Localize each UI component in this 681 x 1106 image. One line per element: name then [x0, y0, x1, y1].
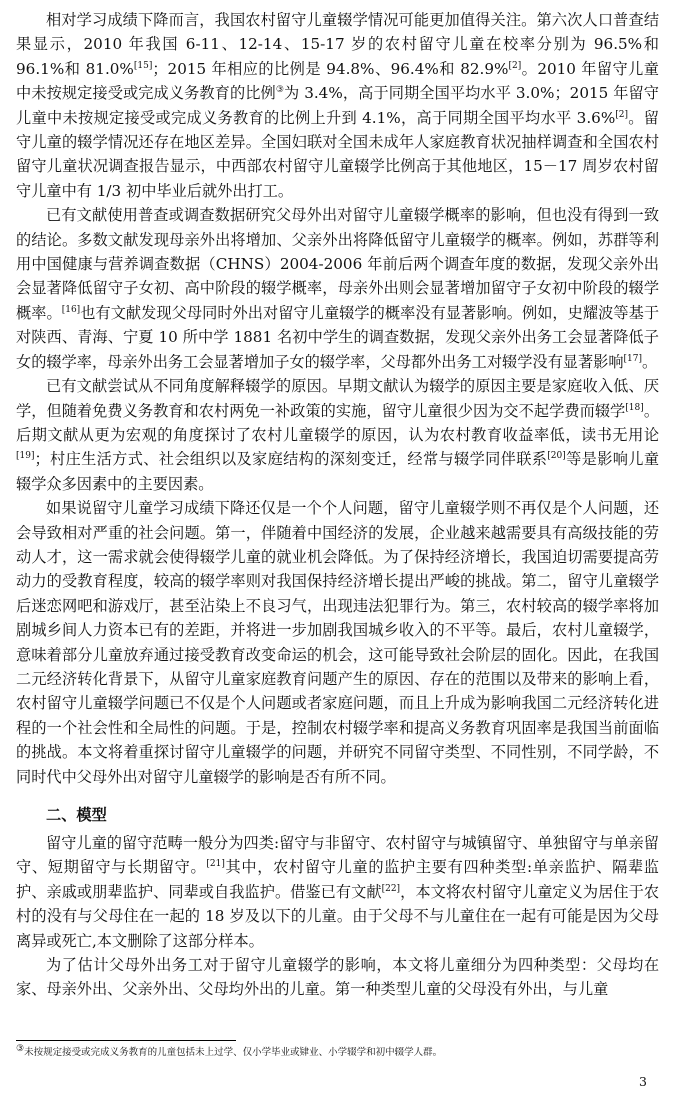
- paragraph-text: 为了估计父母外出务工对于留守儿童辍学的影响，本文将儿童细分为四种类型：父母均在家、母亲外出、父亲外出、父母均外出的儿童。第一种类型儿童的父母没有外出，与儿童: [16, 956, 659, 999]
- citation-ref: [18]: [625, 402, 644, 413]
- paragraph-text: ；2015 年相应的比例是 94.8%、96.4%和 82.9%: [152, 59, 509, 78]
- citation-ref: [2]: [615, 109, 628, 120]
- paragraph-text: 已有文献使用普查或调查数据研究父母外出对留守儿童辍学概率的影响，但也没有得到一致的结论。多数文献发现母亲外出将增加、父亲外出将降低留守儿童辍学的概率。例如，苏群等利用中国健康与营养调查数据（CHNS）2004-2006 年前后两个调查年度的数据，发现父亲外出会显著降低留守子女初、高中阶段的辍学概率，母亲外出则会显著增加留守子女初中阶段的辍学概率。: [16, 206, 659, 322]
- paragraph: [16, 8, 659, 203]
- section-heading: 二、模型: [46, 806, 107, 824]
- paragraph: [16, 496, 659, 789]
- footnote-text: 未按规定接受或完成义务教育的儿童包括未上过学、仅小学毕业或肄业、小学辍学和初中辍学人群。: [24, 1047, 443, 1058]
- paragraph-text: 等是影响儿童辍学众多因素中的主要因素。: [16, 450, 660, 493]
- footnote-marker: ③: [16, 1043, 25, 1054]
- body-text: [16, 8, 659, 789]
- paragraph-text: ；村庄生活方式、社会组织以及家庭结构的深刻变迁，经常与辍学同伴联系: [34, 450, 548, 469]
- paragraph-text: 为 3.4%，高于同期全国平均水平 3.0%；2015 年留守儿童中未按规定接受或完成义务教育的比例上升到 4.1%，高于同期全国平均水平 3.6%: [16, 84, 659, 127]
- citation-ref: [19]: [16, 451, 35, 462]
- paragraph-text: 。: [641, 352, 658, 371]
- section-text: [16, 831, 659, 1002]
- paragraph: [16, 203, 659, 374]
- paragraph-text: 也有文献发现父母同时外出对留守儿童辍学的概率没有显著影响。例如，史耀波等基于对陕西、青海、宁夏 10 所中学 1881 名初中学生的调查数据，发现父亲外出务工会显著降低子女的辍学率，母亲外出务工会显著增加子女的辍学率，父母都外出务工对辍学没有显著影响: [16, 303, 660, 371]
- paragraph-text: 留守儿童的留守范畴一般分为四类:留守与非留守、农村留守与城镇留守、单独留守与单亲留守、短期留守与长期留守。: [16, 834, 659, 877]
- citation-ref: [22]: [381, 883, 401, 894]
- citation-ref: [15]: [133, 60, 153, 71]
- page-number: 3: [639, 1074, 647, 1089]
- paragraph-text: 。后期文献从更为宏观的角度探讨了农村儿童辍学的原因，认为农村教育收益率低，读书无用论: [16, 401, 660, 444]
- citation-ref: ③: [275, 85, 284, 96]
- paragraph: [16, 953, 659, 1002]
- paragraph-text: 。留守儿童的辍学情况还存在地区差异。全国妇联对全国未成年人家庭教育状况抽样调查和全国农村留守儿童状况调查报告显示，中西部农村留守儿童辍学比例高于其他地区，15－17 周岁农村留守儿童中有 1/3 初中毕业后就外出打工。: [16, 108, 659, 200]
- paragraph-text: 已有文献尝试从不同角度解释辍学的原因。早期文献认为辍学的原因主要是家庭收入低、厌学，但随着免费义务教育和农村两免一补政策的实施，留守儿童很少因为交不起学费而辍学: [16, 377, 659, 420]
- paragraph-text: 相对学习成绩下降而言，我国农村留守儿童辍学情况可能更加值得关注。第六次人口普查结果显示，2010 年我国 6-11、12-14、15-17 岁的农村留守儿童在校率分别为 96.5%和 96.1%和 81.0%: [16, 11, 659, 78]
- paragraph-text: 其中，农村留守儿童的监护主要有四种类型:单亲监护、隔辈监护、亲戚或朋辈监护、同辈或自我监护。借鉴已有文献: [16, 858, 659, 901]
- paragraph-text: ，本文将农村留守儿童定义为居住于农村的没有与父母住在一起的 18 岁及以下的儿童。由于父母不与儿童住在一起有可能是因为父母离异或死亡,本文删除了这部分样本。: [16, 882, 660, 950]
- citation-ref: [21]: [206, 859, 225, 870]
- paragraph: [16, 374, 659, 496]
- citation-ref: [20]: [547, 451, 566, 462]
- citation-ref: [17]: [623, 353, 642, 364]
- citation-ref: [16]: [61, 304, 81, 315]
- footnote-divider: [16, 1040, 236, 1041]
- paragraph-text: 如果说留守儿童学习成绩下降还仅是一个个人问题，留守儿童辍学则不再仅是个人问题，还会导致相对严重的社会问题。第一，伴随着中国经济的发展，企业越来越需要具有高级技能的劳动人才，这一需求就会使得辍学儿童的就业机会降低。为了保持经济增长，我国迫切需要提高劳动力的受教育程度，较高的辍学率则对我国保持经济增长提出严峻的挑战。第二，留守儿童辍学后迷恋网吧和游戏厅，甚至沾染上不良习气，出现违法犯罪行为。第三，农村较高的辍学率将加剧城乡间人力资本已有的差距，并将进一步加剧我国城乡收入的不平等。最后，农村儿童辍学，意味着部分儿童放弃通过接受教育改变命运的机会，这可能导致社会阶层的固化。因此，在我国二元经济转化背景下，从留守儿童家庭教育问题产生的原因、存在的范围以及带来的影响上看，农村留守儿童辍学问题已不仅是个人问题或者家庭问题，而且上升成为影响我国二元经济转化进程的一个社会性和全局性的问题。于是，控制农村辍学率和提高义务教育巩固率是我国当前面临的挑战。本文将着重探讨留守儿童辍学的问题，并研究不同留守类型、不同性别，不同学龄，不同时代中父母外出对留守儿童辍学的影响是否有所不同。: [16, 499, 659, 786]
- citation-ref: [2]: [508, 60, 522, 71]
- paragraph: [16, 831, 659, 953]
- footnote: [16, 1043, 656, 1060]
- paragraph-text: 。2010 年留守儿童中未按规定接受或完成义务教育的比例: [16, 59, 659, 103]
